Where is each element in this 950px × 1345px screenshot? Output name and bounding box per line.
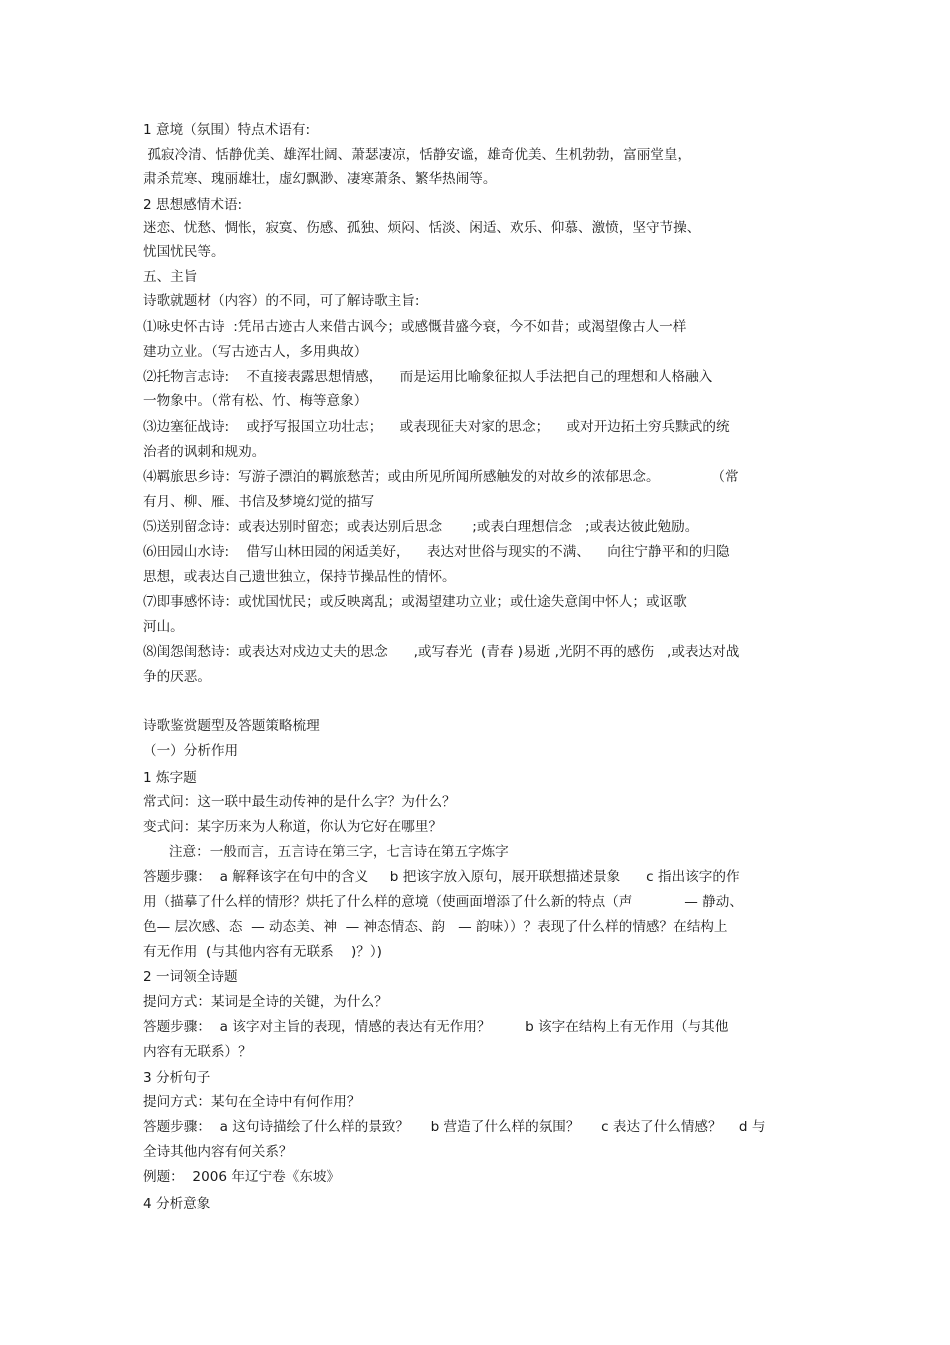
heading-2-key-word: 2 一词领全诗题 (143, 969, 238, 985)
paragraph-line: 建功立业。（写古迹古人，多用典故） (143, 344, 368, 360)
heading-1-atmosphere-terms: 1 意境（氛围）特点术语有: (143, 122, 311, 138)
section-heading-question-types: 诗歌鉴赏题型及答题策略梳理 (143, 718, 320, 734)
list-item: ⑹田园山水诗: 借写山林田园的闲适美好， 表达对世俗与现实的不满、 向往宁静平和的归隐 (143, 544, 730, 560)
paragraph-line: 一物象中。（常有松、竹、梅等意象） (143, 393, 368, 409)
paragraph-line: 色— 层次感、态 — 动态美、神 — 神态情态、韵 — 韵味））？表现了什么样的情感？在结构上 (143, 919, 728, 935)
paragraph-line: 用（描摹了什么样的情形？烘托了什么样的意境（使画面增添了什么新的特点（声 — 静动、 (143, 894, 743, 910)
paragraph-line: 提问方式：某句在全诗中有何作用？ (143, 1094, 361, 1110)
paragraph-line: 常式问：这一联中最生动传神的是什么字？为什么？ (143, 794, 456, 810)
paragraph-line: 内容有无联系）？ (143, 1044, 252, 1060)
heading-4-analyze-imagery: 4 分析意象 (143, 1196, 211, 1212)
paragraph-line: 孤寂冷清、恬静优美、雄浑壮阔、萧瑟凄凉，恬静安谧，雄奇优美、生机勃勃，富丽堂皇， (143, 147, 692, 163)
list-item: ⑸送别留念诗：或表达别时留恋；或表达别后思念 ;或表白理想信念 ;或表达彼此勉励。 (143, 519, 699, 535)
list-item: ⑷羁旅思乡诗：写游子漂泊的羁旅愁苦；或由所见所闻所感触发的对故乡的浓郁思念。 （常 (143, 469, 739, 485)
list-item: ⑶边塞征战诗: 或抒写报国立功壮志； 或表现征夫对家的思念； 或对开边拓土穷兵黩武的统 (143, 419, 730, 435)
list-item: ⑵托物言志诗: 不直接表露思想情感， 而是运用比喻象征拟人手法把自己的理想和人格融入 (143, 369, 713, 385)
paragraph-line: 答题步骤： a 该字对主旨的表现，情感的表达有无作用？ b 该字在结构上有无作用（与其他 (143, 1019, 729, 1035)
list-item: ⑻闺怨闺愁诗：或表达对戍边丈夫的思念 ,或写春光 (青春 )易逝 ,光阴不再的感伤 ,或表达对战 (143, 644, 740, 660)
subsection-heading: （一）分析作用 (143, 743, 239, 759)
paragraph-line: 答题步骤： a 这句诗描绘了什么样的景致？ b 营造了什么样的氛围？ c 表达了什么情感？ d 与 (143, 1119, 766, 1135)
note-line: 注意：一般而言，五言诗在第三字，七言诗在第五字炼字 (143, 844, 509, 860)
heading-2-emotion-terms: 2 思想感情术语: (143, 197, 243, 213)
section-heading-theme: 五、主旨 (143, 269, 198, 285)
paragraph-line: 河山。 (143, 619, 184, 635)
paragraph-line: 例题： 2006 年辽宁卷《东坡》 (143, 1169, 341, 1185)
heading-1-word-refining: 1 炼字题 (143, 770, 197, 786)
paragraph-line: 答题步骤： a 解释该字在句中的含义 b 把该字放入原句，展开联想描述景象 c 指出该字的作 (143, 869, 740, 885)
paragraph-line: 有无作用 (与其他内容有无联系 )？）) (143, 944, 382, 960)
paragraph-line: 忧国忧民等。 (143, 244, 225, 260)
paragraph-line: 治者的讽刺和规劝。 (143, 444, 266, 460)
paragraph-line: 诗歌就题材（内容）的不同，可了解诗歌主旨: (143, 293, 420, 309)
paragraph-line: 迷恋、忧愁、惆怅，寂寞、伤感、孤独、烦闷、恬淡、闲适、欢乐、仰慕、激愤，坚守节操、 (143, 220, 701, 236)
heading-3-analyze-sentence: 3 分析句子 (143, 1070, 211, 1086)
paragraph-line: 争的厌恶。 (143, 669, 211, 685)
paragraph-line: 有月、柳、雁、书信及梦境幻觉的描写 (143, 494, 375, 510)
paragraph-line: 思想，或表达自己遗世独立，保持节操品性的情怀。 (143, 569, 456, 585)
paragraph-line: 变式问：某字历来为人称道，你认为它好在哪里？ (143, 819, 443, 835)
list-item: ⑴咏史怀古诗 :凭吊古迹古人来借古讽今；或感慨昔盛今衰，今不如昔；或渴望像古人一样 (143, 319, 687, 335)
list-item: ⑺即事感怀诗：或忧国忧民；或反映离乱；或渴望建功立业；或仕途失意闺中怀人；或讴歌 (143, 594, 687, 610)
paragraph-line: 肃杀荒寒、瑰丽雄壮，虚幻飘渺、凄寒萧条、繁华热闹等。 (143, 171, 497, 187)
paragraph-line: 全诗其他内容有何关系？ (143, 1144, 293, 1160)
paragraph-line: 提问方式：某词是全诗的关键，为什么？ (143, 994, 388, 1010)
